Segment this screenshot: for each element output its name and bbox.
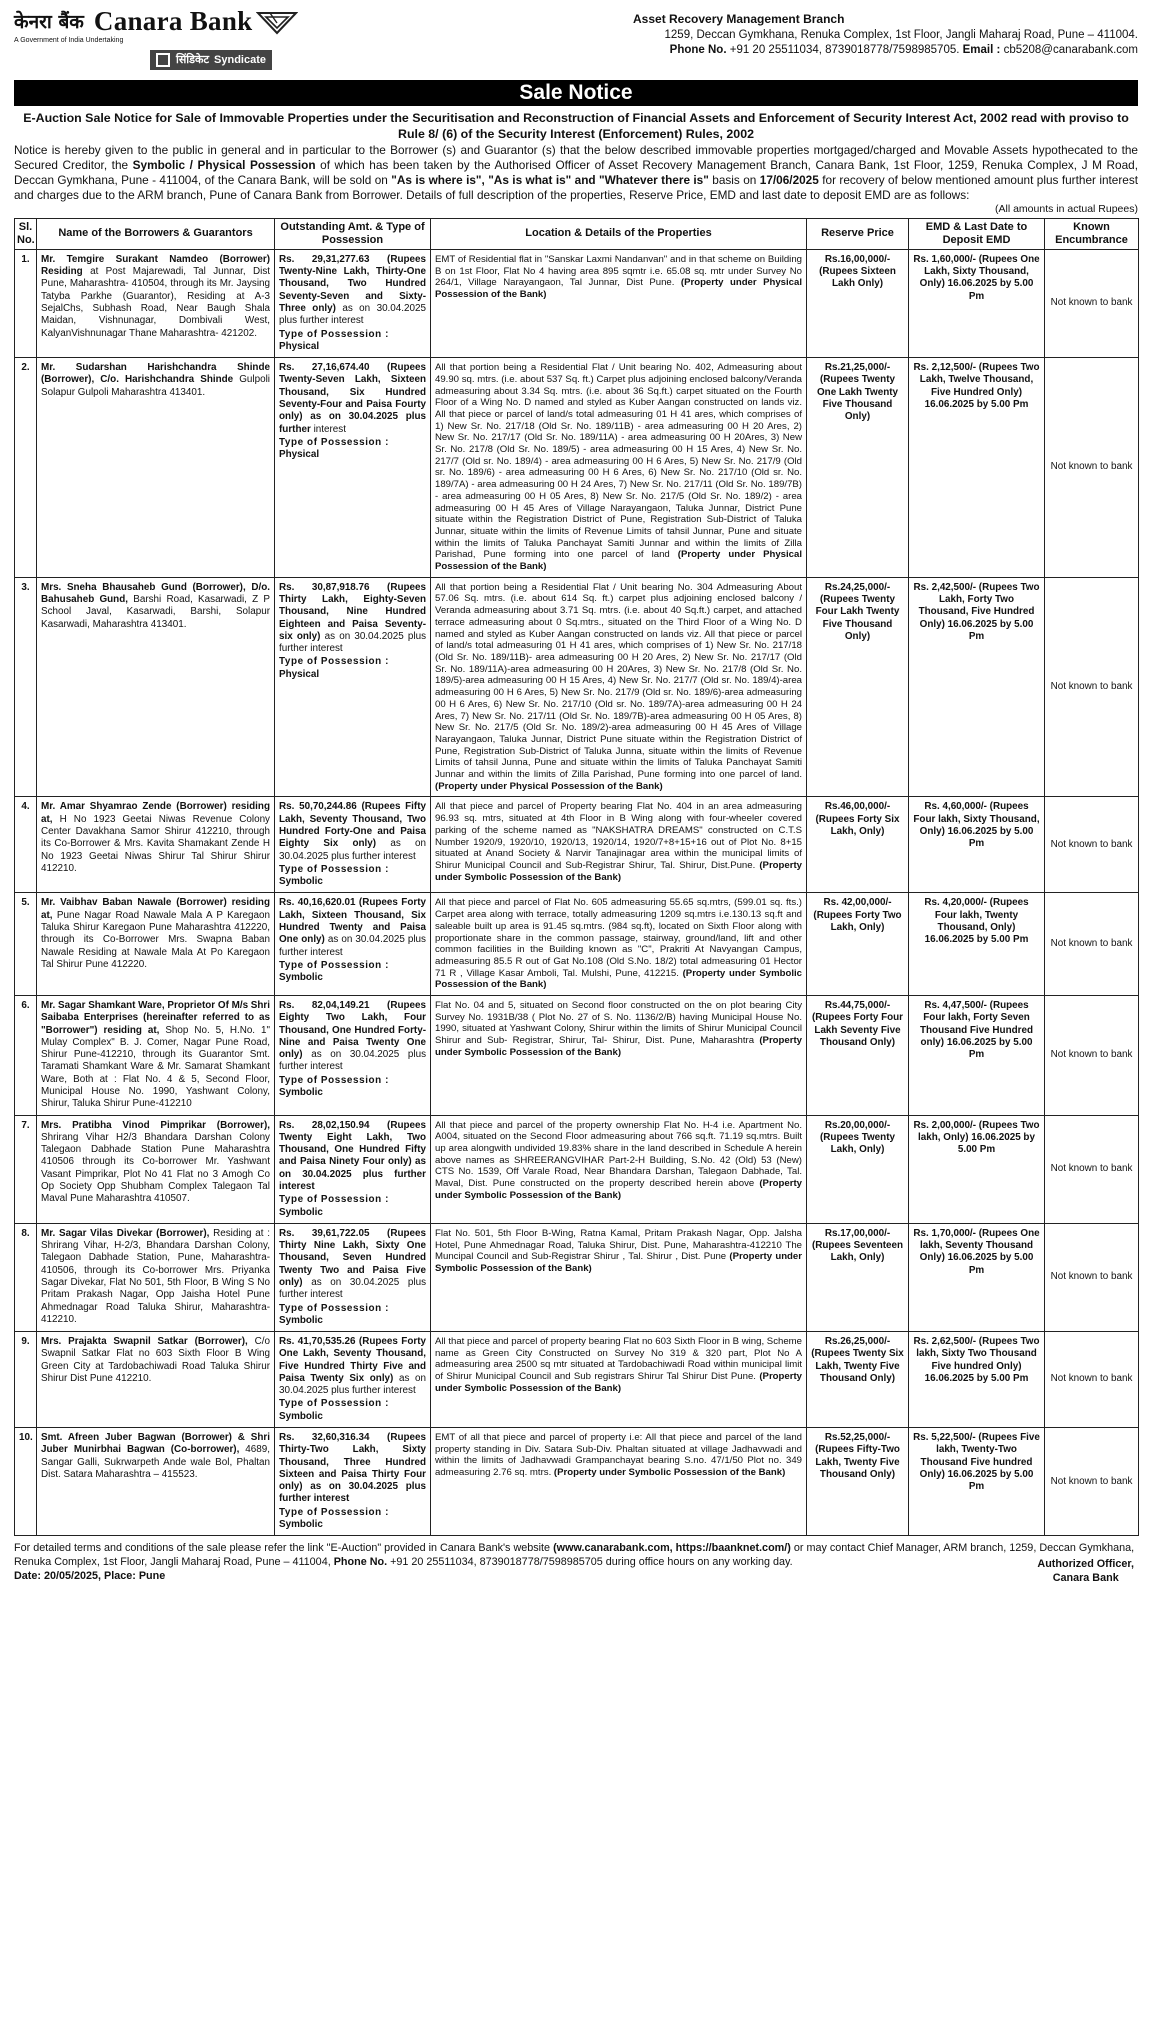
borrower-address: at Post Majarewadi, Tal Junnar, Dist Pune, Maharashtra- 410504, through its Mr. Jaysing Tatyba Parkhe (Guarantor), Residing at A-3 SejalChs, Subhash Road, Near Baugh Shala Maidan, Vishnunagar, Dombivali West, KalyanVishnunagar Thane Maharashtra- 421202. (41, 266, 270, 339)
property-details: All that piece and parcel of Property bearing Flat No. 404 in an area admeasuring 96.93 sq. mtrs, situated at 4th Floor in B Wing along with four-wheeler covered parking of the scheme named as "NAKSHATRA DREAMS" constructed on C.T.S Number 1920/9, 1920/10, 1920/13, 1920/14, 1920/7+8+15+16 out of Plot No. 8+15 situated at Anand Society & Narvir Tanajinagar area within the municipal limits of Shirur Municipal Council and Sub-Registrar Shirur, Tal. Shirur, Dist.Pune. (435, 801, 802, 871)
reserve-price: Rs.20,00,000/- (Rupees Twenty Lakh, Only) (807, 1115, 909, 1223)
reserve-price: Rs.24,25,000/- (Rupees Twenty Four Lakh Twenty Five Thousand Only) (807, 577, 909, 797)
emd-deadline: Rs. 2,12,500/- (Rupees Two Lakh, Twelve Thousand, Five Hundred Only) 16.06.2025 by 5.00 Pm (909, 358, 1045, 578)
outstanding-amount: Rs. 39,61,722.05 (Rupees Thirty Nine Lakh, Sixty One Thousand, Seven Hundred Twenty Two and Paisa Five only) (279, 1227, 426, 1288)
header (14, 8, 1138, 70)
encumbrance: Not known to bank (1045, 577, 1139, 797)
borrower-address: Shrirang Vihar H2/3 Bhandara Darshan Colony Talegaon Dabhade Station Pune Maharashtra 410506 through its Co-borrower Mr. Yashwant Vasant Pimprikar, Plot No 41 Flat no 3 Amogh Co Op Society Opp Shubham Complex Talegaon Tal Maval Pune Maharashtra 410507. (41, 1131, 270, 1205)
borrower-address: 4689, Sangar Galli, Sukrwarpeth Ande wale Bol, Phaltan Dist. Satara Maharashtra – 415523. (41, 1444, 270, 1480)
property-details: EMT of all that piece and parcel of property i.e: All that piece and parcel of the land property standing in Div. Satara Sub-Div. Phaltan situated at village Jadhavwadi and within the limits of Jadhavwadi Grampanchayat bearing S.no. 47/1/50 Plot no. 349 admeasuring 2.76 sq. mtrs. (435, 1432, 802, 1479)
sale-notice-banner: Sale Notice (14, 80, 1138, 106)
property-details: All that piece and parcel of Flat No. 605 admeasuring 55.65 sq.mtrs, (599.01 sq. fts.) Carpet area along with terrace, totally admeasuring 1209 sq.mtrs i.e.130.13 sq.ft and saleable built up area is 91.45 sq.mtrs. (984 sq.ft), located on Sixth Floor along with proportionate share in the common passage, stairway, ground/land, lift and other common facilities in the Building known as "C", Prakriti At Navyangan Campus, admeasuring 85.5 R out of Gat No.108 (Old S.No. 18/2) total admeasuring 01 Hector 71 R , Village Kasar Amboli, Tal. Mulshi, Pune, 412215. (435, 897, 802, 979)
borrower-cell (37, 358, 275, 578)
syndicate-hindi: सिंडिकेट (176, 53, 210, 66)
col-header-name: Name of the Borrowers & Guarantors (37, 218, 275, 249)
reserve-price: Rs.17,00,000/- (Rupees Seventeen Lakh, Only) (807, 1223, 909, 1331)
borrower-name: Mr. Sagar Vilas Divekar (Borrower), (41, 1227, 210, 1239)
outstanding-note: interest (313, 423, 346, 435)
phone-number: +91 20 25511034, 8739018778/7598985705. (729, 44, 960, 56)
outstanding-cell (275, 893, 431, 996)
row-serial: 1. (15, 249, 37, 357)
property-details: Flat No. 501, 5th Floor B-Wing, Ratna Kamal, Pritam Prakash Nagar, Opp. Jalsha Hotel, Pune Ahmednagar Road, Taluka Shirur, Dist. Pune, Maharashtra-412210 The Muncipal Council and Sub-Registrar Shirur , Tal. Shirur , Dist. Pune (435, 1227, 802, 1263)
table-row (15, 1428, 1139, 1536)
possession-type: Physical (279, 449, 320, 461)
borrower-name: Smt. Afreen Juber Bagwan (Borrower) & Shri Juber Munirbhai Bagwan (Co-borrower), (41, 1432, 270, 1456)
possession-label: Type of Possession : (279, 328, 390, 340)
outstanding-amount: Rs. 30,87,918.76 (Rupees Thirty Lakh, Eighty-Seven Thousand, Nine Hundred Eighteen and Paisa Seventy-six only) (279, 581, 426, 642)
syndicate-badge (150, 50, 272, 70)
property-possession-note: (Property under Symbolic Possession of the Bank) (435, 967, 802, 991)
bank-name: Canara Bank (93, 6, 253, 37)
row-serial: 7. (15, 1115, 37, 1223)
possession-type: Symbolic (279, 972, 323, 984)
reserve-price: Rs.16,00,000/- (Rupees Sixteen Lakh Only) (807, 249, 909, 357)
emd-deadline: Rs. 2,00,000/- (Rupees Two lakh, Only) 16.06.2025 by 5.00 Pm (909, 1115, 1045, 1223)
emd-deadline: Rs. 2,42,500/- (Rupees Two Lakh, Forty Two Thousand, Five Hundred Only) 16.06.2025 by 5.00 Pm (909, 577, 1045, 797)
borrower-cell (37, 893, 275, 996)
branch-info (578, 8, 1138, 70)
encumbrance: Not known to bank (1045, 1428, 1139, 1536)
outstanding-note: as on 30.04.2025 plus further interest (279, 630, 427, 655)
footer-text-1: For detailed terms and conditions of the sale please refer the link "E-Auction" provided in Canara Bank's website (14, 1542, 551, 1555)
possession-label: Type of Possession : (279, 863, 390, 875)
borrower-cell (37, 577, 275, 797)
property-details-cell (431, 996, 807, 1116)
property-details-cell (431, 358, 807, 578)
possession-label: Type of Possession : (279, 1302, 390, 1314)
table-row (15, 577, 1139, 797)
outstanding-cell (275, 996, 431, 1116)
borrower-address: C/o Swapnil Satkar Flat no 603 Sixth Floor B Wing Green City at Tardobachiwadi Road Taluka Shirur Shirur Dist Pune 412210. (41, 1336, 270, 1384)
outstanding-amount: Rs. 41,70,535.26 (Rupees Forty One Lakh, Seventy Thousand, Five Hundred Thirty Five and Paisa Twenty Six only) (279, 1336, 426, 1384)
borrower-address: H No 1923 Geetai Niwas Revenue Colony Center Davakhana Samor Shirur 412210, through its Co-Borrower & Mrs. Kavita Shamakant Zende H No 1923 Geetai Niwas Shirur Tal Shirur Shirur 412210. (41, 813, 270, 874)
possession-type: Physical (279, 340, 320, 352)
table-row (15, 1332, 1139, 1428)
row-serial: 2. (15, 358, 37, 578)
property-details-cell (431, 1115, 807, 1223)
col-header-encumbrance: Known Encumbrance (1045, 218, 1139, 249)
signoff-bank: Canara Bank (1052, 1572, 1119, 1585)
syndicate-logo-icon (156, 53, 170, 67)
borrower-address: Barshi Road, Kasarwadi, Z P School Javal, Kasarwadi, Barshi, Solapur Kasarwadi, Maharashtra 413401. (41, 594, 270, 630)
signoff-title: Authorized Officer, (1037, 1558, 1134, 1571)
encumbrance: Not known to bank (1045, 1223, 1139, 1331)
property-details: All that piece and parcel of property bearing Flat no 603 Sixth Floor in B wing, Scheme name as Green City Constructed on Survey No 319 & 320 part, Plot No A admeasuring area 2500 sq mtr situated at Tardobachiwadi Road within municipal limit of Shirur Municipal Council and Sub registrars Shirur Tal Shirur Dist Pune. (435, 1336, 802, 1383)
table-header-row (15, 218, 1139, 249)
emd-deadline: Rs. 4,60,000/- (Rupees Four lakh, Sixty Thousand, Only) 16.06.2025 by 5.00 Pm (909, 797, 1045, 893)
property-possession-note: (Property under Physical Possession of the Bank) (435, 277, 803, 300)
borrower-name: Mr. Vaibhav Baban Nawale (Borrower) residing at, (41, 897, 270, 921)
borrower-cell (37, 797, 275, 893)
property-possession-note: (Property under Symbolic Possession of the Bank) (435, 1035, 802, 1058)
outstanding-amount: Rs. 27,16,674.40 (Rupees Twenty-Seven Lakh, Sixteen Thousand, Six Hundred Seventy-Four and Paisa Fourty only) as on 30.04.2025 plus further (279, 362, 426, 435)
possession-label: Type of Possession : (279, 656, 390, 668)
possession-label: Type of Possession : (279, 1398, 390, 1410)
property-possession-note: (Property under Symbolic Possession of the Bank) (553, 1467, 786, 1479)
possession-type: Symbolic (279, 1519, 323, 1530)
bank-logo-area (14, 8, 434, 70)
intro-basis: "As is where is", "As is what is" and "Whatever there is" (391, 173, 709, 188)
outstanding-cell (275, 358, 431, 578)
footer-text-2: or may contact Chief Manager, ARM branch, 1259, Deccan Gymkhana, Renuka Complex, 1st Floor, Jangli Maharaj Road, Pune – 411004, (14, 1542, 1135, 1569)
property-details: All that portion being a Residential Flat / Unit bearing No. 402, Admeasuring about 49.90 sq. mtrs. (i.e. about 537 Sq. ft.) Carpet plus adjoining enclosed balcony/Veranda admeasuring about 3.34 Sq. mtrs. (i.e. about 36 Sq.ft.) carpet situated on the Fourth Floor of a Wing No. D named and styled as Kuber Aangan constructed on lands viz. All that piece or parcel of land/s total admeasuring 01 H 41 ares, which comprises of 1) New Sr. No. 217/18 (Old Sr. No. 189/11B) - area admeasuring 00 H 20 Ares, 2) New Sr. No. 217/17 (Old Sr. No. 189/11A) - area admeasuring 00 H 20Ares, 3) New Sr. No. 217/8 (Old Sr. No. 189/5) - area admeasuring 00 H 15 Ares, 4) New Sr. No. 217/7 (Old sr. No. 189/4) - area admeasuring 00 H 6 Ares, 5) New Sr. No. 217/9 (Old sr. No. 189/6) - area admeasuring 00 H 6 Ares, 6) New Sr. No. 217/10 (Old sr. No. 189/7A) - area admeasuring 00 H 24 Ares, 7) New Sr. No. 217/11 (Old Sr. No. 189/7B) - area admeasuring 00 H 05 Ares, 8) New Sr. No. 217/5 (Old Sr. No. 189/2) - area admeasuring 00 H 45 Ares of Village Narayangaon, Taluka Junnar, District Pune situate within the Registration District of Pune, Registration Sub-District of Taluka Junnar, situate within the limits of Revenue Limits of tahsil Junnar, Pune and situate within the limits of Taluka Panchayat Samiti Junnar and within the limits of Zilla Parishad, Pune forming into one parcel of land (435, 362, 802, 561)
reserve-price: Rs.21,25,000/- (Rupees Twenty One Lakh Twenty Five Thousand Only) (807, 358, 909, 578)
possession-type: Symbolic (279, 1087, 323, 1098)
borrower-name: Mrs. Sneha Bhausaheb Gund (Borrower), D/o. Bahusaheb Gund, (41, 581, 270, 606)
property-possession-note: (Property under Symbolic Possession of the Bank) (435, 1178, 803, 1201)
borrower-address: Gulpoli Solapur Gulpoli Maharashtra 413401. (41, 374, 270, 398)
footer-links[interactable]: (www.canarabank.com, https://baanknet.com/) (553, 1542, 791, 1555)
emd-deadline: Rs. 4,47,500/- (Rupees Four lakh, Forty Seven Thousand Five Hundred only) 16.06.2025 by 5.00 Pm (909, 996, 1045, 1116)
outstanding-amount: Rs. 28,02,150.94 (Rupees Twenty Eight Lakh, Two Thousand, One Hundred Fifty and Paisa Ninety Four only) as on 30.04.2025 plus further interest (279, 1119, 426, 1192)
encumbrance: Not known to bank (1045, 1115, 1139, 1223)
property-details: All that portion being a Residential Flat / Unit bearing No. 304 Admeasuring About 57.06 Sq. mtrs. (i.e. about 614 Sq. ft.) carpet plus adjoining enclosed balcony / Veranda admeasuring about 3.71 Sq. mtrs. (i.e. about 40 Sq.ft.) carpet, and attached terrace admeasuring about 0 Sq.mtrs., situated on the Third Floor of a Wing No. D named and styled as Kuber Aangan constructed on lands viz. All that piece or parcel of land/s total admeasuring 01 H 41 ares, which comprises of 1) New Sr. No. 217/18 (Old Sr. No. 189/11B)- area admeasuring 00 H 20 Ares, 2) New Sr. No. 217/17 (Old Sr. No. 189/11A)-area admeasuring 00 H 20Ares, 3) New Sr. No. 217/8 (Old Sr. No. 189/5)-area admeasuring 00 H 15 Ares, 4) New Sr. No. 217/7 (Old sr. No. 189/4)-area admeasuring 00 H 6 Ares, 5) New Sr. No. 217/9 (Old sr. No. 189/6)-area admeasuring 00 H 6 Ares, 6) New Sr. No. 217/10 (Old sr. No. 189/7A)-area admeasuring 00 H 24 Ares, 7) New Sr. No. 217/11 (Old Sr. No. 189/7B)-area admeasuring 00 H 05 Ares, 8) New Sr. No. 217/5 (Old Sr. No. 189/2)-area admeasuring 00 H 45 Ares of Village Narayangaon, Taluka Junnar, District Pune situate within the Registration District of Pune, Registration Sub-District of Taluka Junna, situate within the limits of Revenue Limits of tahsil Junna, Pune and situate within the limits of Taluka Panchayat Samiti Junnar and within the limits of Zilla Parishad, Pune forming into one parcel of land. (435, 581, 802, 781)
outstanding-cell (275, 797, 431, 893)
hindi-bank-name: केनरा बैंक (14, 10, 84, 33)
intro-part-3: basis on (712, 173, 757, 188)
outstanding-note: as on 30.04.2025 plus further interest (279, 1049, 427, 1073)
table-row (15, 1223, 1139, 1331)
notice-intro (14, 143, 1138, 203)
table-row (15, 358, 1139, 578)
borrower-name: Mr. Amar Shyamrao Zende (Borrower) residing at, (41, 801, 270, 825)
borrower-name: Mr. Sudarshan Harishchandra Shinde (Borrower), C/o. Harishchandra Shinde (41, 362, 270, 386)
emd-deadline: Rs. 1,60,000/- (Rupees One Lakh, Sixty Thousand, Only) 16.06.2025 by 5.00 Pm (909, 249, 1045, 357)
outstanding-cell (275, 1223, 431, 1331)
reserve-price: Rs.46,00,000/- (Rupees Forty Six Lakh, Only) (807, 797, 909, 893)
intro-part-1: Notice is hereby given to the public in general and in particular to the Borrower (s) and Guarantor (s) that the below described immovable properties mortgaged/charged and Movable Assets hypothecated to the Secured Creditor, the (14, 143, 1138, 173)
footer-phone-label: Phone No. (333, 1556, 388, 1569)
possession-type: Symbolic (279, 876, 323, 888)
footer-text-3: during office hours on any working day. (605, 1556, 793, 1569)
outstanding-cell (275, 249, 431, 357)
borrower-name: Mr. Temgire Surakant Namdeo (Borrower) Residing (41, 253, 270, 278)
emd-deadline: Rs. 2,62,500/- (Rupees Two lakh, Sixty Two Thousand Five hundred Only) 16.06.2025 by 5.00 Pm (909, 1332, 1045, 1428)
possession-type: Symbolic (279, 1314, 323, 1326)
outstanding-note: as on 30.04.2025 plus further interest (279, 838, 426, 862)
authorized-signoff (1037, 1557, 1134, 1585)
property-details: EMT of Residential flat in "Sanskar Laxmi Nandanvan" and in that scheme on Building B on 1st Floor, Flat No 4 having area 895 sqmtr i.e. 65.08 sq. mtr under Survey No 264/1, Village Narayangaon, Tal Junnar, Dist Pune. (435, 253, 802, 289)
emd-deadline: Rs. 5,22,500/- (Rupees Five lakh, Twenty-Two Thousand Five hundred Only) 16.06.2025 by 5.00 Pm (909, 1428, 1045, 1536)
property-possession-note: (Property under Symbolic Possession of the Bank) (435, 1371, 802, 1394)
row-serial: 3. (15, 577, 37, 797)
row-serial: 4. (15, 797, 37, 893)
outstanding-cell (275, 1115, 431, 1223)
outstanding-cell (275, 1428, 431, 1536)
property-possession-note: (Property under Physical Possession of the Bank) (435, 780, 663, 792)
possession-label: Type of Possession : (279, 1506, 390, 1518)
borrower-name: Mrs. Pratibha Vinod Pimprikar (Borrower), (41, 1119, 270, 1131)
col-header-amount: Outstanding Amt. & Type of Possession (275, 218, 431, 249)
reserve-price: Rs. 42,00,000/- (Rupees Forty Two Lakh, Only) (807, 893, 909, 996)
borrower-cell (37, 1332, 275, 1428)
borrower-cell (37, 1115, 275, 1223)
outstanding-cell (275, 577, 431, 797)
bank-tagline: A Government of India Undertaking (14, 37, 124, 44)
intro-part-4: for recovery of below mentioned amount plus further interest and charges due to the ARM branch, Pune of Canara Bank from Borrower. Details of full description of the properties, Reserve Price, EMD and last date to deposit EMD are as follows: (14, 173, 1139, 203)
outstanding-note: as on 30.04.2025 plus further interest (279, 303, 426, 327)
borrower-address: Pune Nagar Road Nawale Mala A P Karegaon Taluka Shirur Karegaon Pune Maharashtra 412220, through its Co-Borrower Mrs. Swapna Baban Nawale Residing at Nawale Mala At Po Karegaon Tal Shirur Pune 412220. (41, 909, 270, 970)
borrower-cell (37, 1428, 275, 1536)
outstanding-note: as on 30.04.2025 plus further interest (279, 1372, 426, 1397)
canara-logo-icon (256, 9, 298, 35)
property-possession-note: (Property under Physical Possession of the Bank) (435, 549, 802, 573)
property-details-cell (431, 1223, 807, 1331)
auction-date: 17/06/2025 (759, 173, 819, 188)
table-row (15, 996, 1139, 1116)
possession-label: Type of Possession : (279, 1074, 390, 1086)
row-serial: 6. (15, 996, 37, 1116)
possession-label: Type of Possession : (279, 1194, 390, 1206)
property-details-cell (431, 249, 807, 357)
property-details-cell (431, 797, 807, 893)
outstanding-amount: Rs. 50,70,244.86 (Rupees Fifty Lakh, Seventy Thousand, Two Hundred Forty-One and Paisa Eighty Six only) (279, 801, 426, 850)
notice-title: E-Auction Sale Notice for Sale of Immovable Properties under the Securitisation and Reconstruction of Financial Assets and Enforcement of Security Interest Act, 2002 read with proviso to Rule 8/ (6) of the Security Interest (Enforcement) Rules, 2002 (23, 111, 1129, 142)
table-row (15, 797, 1139, 893)
reserve-price: Rs.26,25,000/- (Rupees Twenty Six Lakh, Twenty Five Thousand Only) (807, 1332, 909, 1428)
outstanding-amount: Rs. 32,60,316.34 (Rupees Thirty-Two Lakh, Sixty Thousand, Three Hundred Sixteen and Paisa Thirty Four only) as on 30.04.2025 plus further interest (279, 1432, 426, 1505)
col-header-emd: EMD & Last Date to Deposit EMD (909, 218, 1045, 249)
intro-possession: Symbolic / Physical Possession (132, 158, 316, 173)
borrower-cell (37, 996, 275, 1116)
possession-label: Type of Possession : (279, 436, 390, 448)
possession-type: Symbolic (279, 1206, 323, 1218)
possession-type: Symbolic (279, 1410, 323, 1422)
borrower-address: Shop No. 5, H.No. 1" Mulay Complex" B. J. Comer, Nagar Pune Road, Shirur Pune-412210, through its Guarantor Smt. Taramati Shamkant Ware & Mr. Samarat Shamkant Ware, Both at : Flat No. 4 & 5, Second Floor, Municipal House No. 1990, Yashwant Colony, Shirur, Taluka Shirur Pune-412210 (41, 1024, 270, 1110)
emd-deadline: Rs. 4,20,000/- (Rupees Four lakh, Twenty Thousand, Only) 16.06.2025 by 5.00 Pm (909, 893, 1045, 996)
table-row (15, 1115, 1139, 1223)
encumbrance: Not known to bank (1045, 797, 1139, 893)
property-details: All that piece and parcel of the property ownership Flat No. H-4 i.e. Apartment No. A004, situated on the Second Floor admeasuring about 766 sq.ft. 71.19 sq.mtrs. Built up area alongwith undivided 19.83% share in the land described in Schedule A herein above names as SHREERANGVIHAR Part-2-H Building, S.No. 42 (Old) 53 (New) CTS No. 1539, Off Varale Road, Near Bhandara Darshan, Talegaon Dabhade, Tal. Maval, Dist. Pune constructed on the property described herein above (435, 1119, 802, 1190)
encumbrance: Not known to bank (1045, 358, 1139, 578)
syndicate-name: Syndicate (214, 53, 266, 66)
outstanding-note: as on 30.04.2025 plus further interest (279, 934, 426, 958)
branch-title: Asset Recovery Management Branch (633, 12, 845, 26)
encumbrance: Not known to bank (1045, 996, 1139, 1116)
emd-deadline: Rs. 1,70,000/- (Rupees One lakh, Seventy Thousand Only) 16.06.2025 by 5.00 Pm (909, 1223, 1045, 1331)
footer-phone: +91 20 25511034, 8739018778/7598985705 (390, 1556, 603, 1569)
outstanding-note: as on 30.04.2025 plus further interest (279, 1276, 427, 1301)
property-possession-note: (Property under Symbolic Possession of the Bank) (435, 1251, 802, 1274)
property-details-cell (431, 1428, 807, 1536)
phone-label: Phone No. (669, 44, 727, 56)
property-details-cell (431, 893, 807, 996)
outstanding-amount: Rs. 82,04,149.21 (Rupees Eighty Two Lakh, Four Thousand, One Hundred Forty-Nine and Paisa Twenty One only) (279, 1000, 426, 1061)
encumbrance: Not known to bank (1045, 1332, 1139, 1428)
property-details: Flat No. 04 and 5, situated on Second floor constructed on the on plot bearing City Survey No. 1931B/38 ( Plot No. 27 of S. No. 1136/2/B) having Municipal House No. 1990, situated at Yashwant Colony, Shirur within the limits of Shirur Municipal Council Shirur and Sub- Registrar, Shirur, Tal- Shirur, Dist. Pune, Maharashtra (435, 1000, 802, 1047)
encumbrance: Not known to bank (1045, 249, 1139, 357)
property-possession-note: (Property under Symbolic Possession of the Bank) (435, 859, 803, 883)
row-serial: 10. (15, 1428, 37, 1536)
possession-label: Type of Possession : (279, 959, 390, 971)
table-body (15, 249, 1139, 1535)
row-serial: 8. (15, 1223, 37, 1331)
property-details-cell (431, 1332, 807, 1428)
outstanding-amount: Rs. 40,16,620.01 (Rupees Forty Lakh, Sixteen Thousand, Six Hundred Twenty and Paisa One only) (279, 897, 426, 946)
col-header-location: Location & Details of the Properties (431, 218, 807, 249)
borrower-cell (37, 1223, 275, 1331)
borrower-name: Mrs. Prajakta Swapnil Satkar (Borrower), (41, 1336, 248, 1348)
borrower-cell (37, 249, 275, 357)
properties-table (14, 218, 1139, 1537)
reserve-price: Rs.52,25,000/- (Rupees Fifty-Two Lakh, Twenty Five Thousand Only) (807, 1428, 909, 1536)
intro-part-2: of which has been taken by the Authorised Officer of Asset Recovery Management Branch, Canara Bank, 1st Floor, 1259, Renuka Complex, J M Road, Deccan Gymkhana, Pune - 411004, of the Canara Bank, will be sold on (14, 158, 1138, 188)
col-header-sl: Sl. No. (15, 218, 37, 249)
outstanding-amount: Rs. 29,31,277.63 (Rupees Twenty-Nine Lakh, Thirty-One Thousand, Two Hundred Seventy-Seven and Sixty-Three only) (279, 253, 426, 314)
amount-note: (All amounts in actual Rupees) (995, 203, 1138, 216)
footer-terms (14, 1541, 1138, 1569)
table-row (15, 893, 1139, 996)
email-label: Email : (962, 44, 1001, 56)
borrower-name: Mr. Sagar Shamkant Ware, Proprietor Of M/s Shri Saibaba Enterprises (hereinafter referred to as "Borrower") residing at, (41, 1000, 271, 1036)
outstanding-cell (275, 1332, 431, 1428)
reserve-price: Rs.44,75,000/- (Rupees Forty Four Lakh Seventy Five Thousand Only) (807, 996, 909, 1116)
row-serial: 9. (15, 1332, 37, 1428)
footer (14, 1541, 1138, 1583)
col-header-reserve: Reserve Price (807, 218, 909, 249)
encumbrance: Not known to bank (1045, 893, 1139, 996)
branch-contact (578, 43, 1138, 58)
possession-type: Physical (279, 668, 320, 680)
notice-date-place: Date: 20/05/2025, Place: Pune (14, 1570, 166, 1583)
property-details-cell (431, 577, 807, 797)
table-row (15, 249, 1139, 357)
borrower-address: Residing at : Shrirang Vihar, H-2/3, Bhandara Darshan Colony, Talegaon Dabhade Station, Pune, Maharashtra-410506, through its Co-borrower Mrs. Priyanka Sagar Divekar, Flat No 501, 5th Floor, B Wing S No Pritam Prakash Nagar, Opp Jaisha Hotel Pune Ahmednagar Road Taluka Shirur, Maharashtra- 412210. (41, 1227, 270, 1325)
row-serial: 5. (15, 893, 37, 996)
email-address[interactable]: cb5208@canarabank.com (1003, 44, 1138, 56)
branch-address: 1259, Deccan Gymkhana, Renuka Complex, 1st Floor, Jangli Maharaj Road, Pune – 411004. (664, 28, 1138, 41)
